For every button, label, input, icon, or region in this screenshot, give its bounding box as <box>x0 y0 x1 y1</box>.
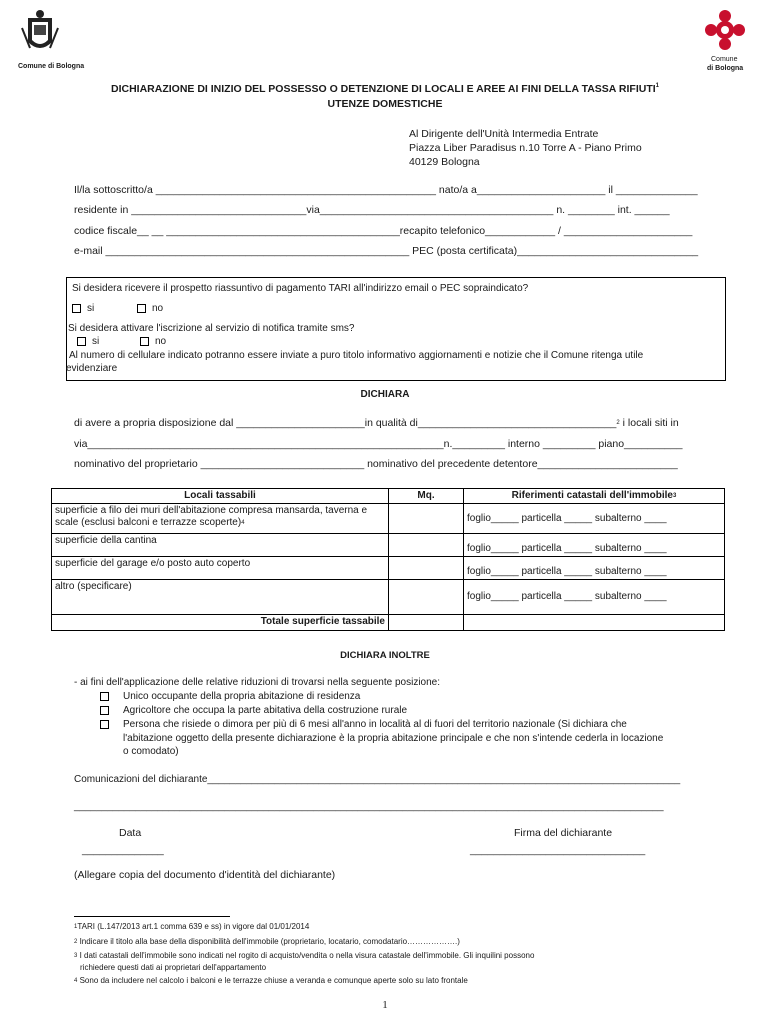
email-yes-option[interactable] <box>72 302 94 315</box>
cadastral-cell[interactable]: foglio_____ particella _____ subalterno ____ <box>464 504 725 534</box>
communications-field[interactable]: Comunicazioni del dichiarante_____________________________________________________________________________________ <box>74 774 681 785</box>
document-subtitle: UTENZE DOMESTICHE <box>327 98 443 110</box>
page-number: 1 <box>382 999 388 1011</box>
table-header-cadastral <box>464 489 725 504</box>
total-empty-cell <box>464 615 725 631</box>
footnote-4 <box>74 976 468 986</box>
sms-yes-option[interactable] <box>77 335 99 348</box>
table-header-cadastral-label: Riferimenti catastali dell'immobile <box>511 490 673 501</box>
sqm-cell[interactable] <box>389 534 464 557</box>
table-row <box>52 534 725 557</box>
sms-no-option[interactable] <box>140 335 166 348</box>
reduction-1-label: Unico occupante della propria abitazione di residenza <box>123 691 361 702</box>
footnote-2-number: 2 <box>74 939 78 945</box>
document-title <box>0 83 770 95</box>
title-line-1: DICHIARAZIONE DI INIZIO DEL POSSESSO O DETENZIONE DI LOCALI E AREE AI FINI DELLA TASSA RIFIUTI <box>110 83 656 95</box>
reduction-option-2[interactable] <box>100 704 407 717</box>
total-sqm-cell[interactable] <box>389 615 464 631</box>
table-header-sqm: Mq. <box>389 489 464 504</box>
sms-no-label: no <box>155 336 167 347</box>
date-field[interactable]: ______________ <box>82 844 164 856</box>
reduction-2-checkbox[interactable] <box>100 706 109 715</box>
possession-row-end: i locali siti in <box>622 417 679 429</box>
table-total-row <box>52 615 725 631</box>
sms-no-checkbox[interactable] <box>140 337 149 346</box>
bologna-logo <box>703 8 747 52</box>
footnote-2-text: Indicare il titolo alla base della disponibilità dell'immobile (proprietario, locatario, comodatario……………….) <box>79 937 460 946</box>
email-question: Si desidera ricevere il prospetto riassuntivo di pagamento TARI all'indirizzo email o PEC sopraindicato? <box>72 283 529 294</box>
footnote-3 <box>74 951 534 961</box>
table-row <box>52 580 725 615</box>
footnote-separator <box>74 916 230 917</box>
reduction-option-3[interactable] <box>100 718 627 731</box>
sms-yes-checkbox[interactable] <box>77 337 86 346</box>
email-no-label: no <box>152 303 164 314</box>
address-row[interactable]: via_____________________________________________________________n._________ interno _________ piano__________ <box>74 438 683 450</box>
cadastral-cell[interactable]: foglio_____ particella _____ subalterno ____ <box>464 534 725 557</box>
footnote-4-number: 4 <box>74 978 78 984</box>
signature-field[interactable]: ______________________________ <box>470 844 646 856</box>
table-row-footnote-ref: 4 <box>241 520 245 526</box>
reduction-1-checkbox[interactable] <box>100 692 109 701</box>
declarant-name-row[interactable]: Il/la sottoscritto/a ________________________________________________ nato/a a______________________ il ______________ <box>74 184 698 196</box>
reduction-2-label: Agricoltore che occupa la parte abitativa della costruzione rurale <box>123 705 408 716</box>
reduction-3-line-2: l'abitazione oggetto della presente dichiarazione è la propria abitazione principale e che non s'intende cederla in locazione <box>123 733 664 744</box>
declarant-email-row[interactable]: e-mail ____________________________________________________ PEC (posta certificata)_______________________________ <box>74 245 699 257</box>
sqm-cell[interactable] <box>389 557 464 580</box>
table-row-label: superficie della cantina <box>52 534 389 557</box>
title-footnote-ref: 1 <box>655 83 659 89</box>
table-row-label: altro (specificare) <box>52 580 389 615</box>
possession-row[interactable] <box>74 417 679 430</box>
table-row-label: superficie del garage e/o posto auto coperto <box>52 557 389 580</box>
sqm-cell[interactable] <box>389 580 464 615</box>
sms-yes-label: si <box>92 336 100 347</box>
sms-question: Si desidera attivare l'iscrizione al servizio di notifica tramite sms? <box>68 323 355 334</box>
reduction-3-checkbox[interactable] <box>100 720 109 729</box>
recipient-line-1: Al Dirigente dell'Unità Intermedia Entrate <box>409 128 599 140</box>
signature-label: Firma del dichiarante <box>514 827 613 839</box>
email-yes-label: si <box>87 303 95 314</box>
attachment-note: (Allegare copia del documento d'identità del dichiarante) <box>74 869 336 881</box>
reduction-3-line-3: o comodato) <box>123 746 179 757</box>
footnote-3-line-2: richiedere questi dati ai proprietari dell'appartamento <box>80 963 267 972</box>
reductions-intro: - ai fini dell'applicazione delle relative riduzioni di trovarsi nella seguente posizione: <box>74 677 441 688</box>
footnote-3-number: 3 <box>74 953 78 959</box>
owner-row[interactable]: nominativo del proprietario ____________________________ nominativo del precedente detentore________________________ <box>74 458 678 470</box>
dichiara-inoltre-heading: DICHIARA INOLTRE <box>340 650 430 661</box>
reduction-3-label: Persona che risiede o dimora per più di 6 mesi all'anno in località al di fuori del territorio nazionale (Si dichiara che <box>123 719 627 730</box>
total-label: Totale superficie tassabile <box>52 615 389 631</box>
sqm-cell[interactable] <box>389 504 464 534</box>
reduction-option-1[interactable] <box>100 690 360 703</box>
table-header-footnote-ref: 3 <box>672 493 677 499</box>
right-logo-label-2: di Bologna <box>707 65 744 72</box>
communications-field-line-2[interactable]: __________________________________________________________________________________________________________ <box>74 801 664 812</box>
footnote-2 <box>74 937 460 947</box>
comune-crest-logo <box>20 8 60 60</box>
recipient-line-3: 40129 Bologna <box>409 156 480 168</box>
footnote-1-text: TARI (L.147/2013 art.1 comma 639 e ss) in vigore dal 01/01/2014 <box>77 922 310 931</box>
footnote-4-text: Sono da includere nel calcolo i balconi e le terrazze chiuse a veranda e comunque aperte solo su lato frontale <box>79 976 468 985</box>
table-row-label <box>52 504 389 534</box>
declarant-residence-row[interactable]: residente in ______________________________via________________________________________ n. ________ int. ______ <box>74 204 670 216</box>
cadastral-cell[interactable]: foglio_____ particella _____ subalterno ____ <box>464 557 725 580</box>
footnote-3-text: I dati catastali dell'immobile sono indicati nel rogito di acquisto/vendita o nella visura catastale dell'immobile. Gli inquilini possono <box>79 951 535 960</box>
possession-row-text: di avere a propria disposizione dal ______________________in qualità di__________________________________ <box>74 417 617 429</box>
possession-footnote-ref: 2 <box>616 420 620 426</box>
cadastral-cell[interactable]: foglio_____ particella _____ subalterno ____ <box>464 580 725 615</box>
table-row-label-text: superficie a filo dei muri dell'abitazione compresa mansarda, taverna e scale (esclusi balconi e terrazze scoperte) <box>55 505 368 528</box>
sms-note-line-1: Al numero di cellulare indicato potranno essere inviate a puro titolo informativo aggiornamenti e notizie che il Comune ritenga utile <box>69 350 644 361</box>
email-no-option[interactable] <box>137 302 163 315</box>
email-no-checkbox[interactable] <box>137 304 146 313</box>
right-logo-label-1: Comune <box>711 56 738 63</box>
footnote-1-number: 1 <box>74 924 78 930</box>
date-label: Data <box>119 827 142 839</box>
sms-note-line-2: evidenziare <box>66 363 118 374</box>
recipient-line-2: Piazza Liber Paradisus n.10 Torre A - Piano Primo <box>409 142 642 154</box>
table-row <box>52 504 725 534</box>
declarant-fiscal-code-row[interactable]: codice fiscale__ __ ________________________________________recapito telefonico____________ / ______________________ <box>74 225 693 237</box>
table-row <box>52 557 725 580</box>
dichiara-heading: DICHIARA <box>360 389 410 400</box>
taxable-premises-table <box>51 488 725 631</box>
left-logo-label: Comune di Bologna <box>18 63 85 70</box>
table-header-premises: Locali tassabili <box>52 489 389 504</box>
footnote-1 <box>74 922 309 932</box>
email-yes-checkbox[interactable] <box>72 304 81 313</box>
